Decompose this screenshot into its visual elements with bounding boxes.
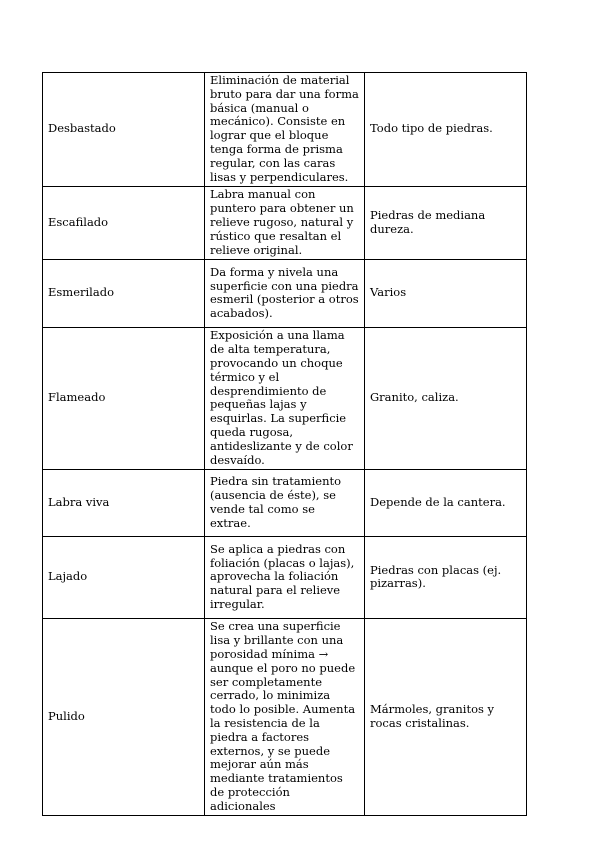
finish-name: Escafilado xyxy=(43,187,205,260)
finish-description: Piedra sin tratamiento (ausencia de éste), se vende tal como se extrae. xyxy=(205,470,365,537)
table-row xyxy=(43,470,527,537)
suitable-stones: Piedras de mediana dureza. xyxy=(365,187,527,260)
finish-description: Exposición a una llama de alta temperatura, provocando un choque térmico y el desprendimiento de pequeñas lajas y esquirlas. La superficie queda rugosa, antideslizante y de color desvaído. xyxy=(205,328,365,470)
table-row xyxy=(43,328,527,470)
table-row xyxy=(43,73,527,187)
suitable-stones: Mármoles, granitos y rocas cristalinas. xyxy=(365,619,527,816)
table-row xyxy=(43,260,527,328)
finish-name: Esmerilado xyxy=(43,260,205,328)
finish-description: Se aplica a piedras con foliación (placas o lajas), aprovecha la foliación natural para el relieve irregular. xyxy=(205,537,365,619)
finish-name: Labra viva xyxy=(43,470,205,537)
finish-description: Se crea una superficie lisa y brillante con una porosidad mínima → aunque el poro no puede ser completamente cerrado, lo minimiza todo lo posible. Aumenta la resistencia de la piedra a factores externos, y se puede mejorar aún más mediante tratamientos de protección adicionales xyxy=(205,619,365,816)
finish-description: Labra manual con puntero para obtener un relieve rugoso, natural y rústico que resaltan el relieve original. xyxy=(205,187,365,260)
table-row xyxy=(43,537,527,619)
finish-name: Lajado xyxy=(43,537,205,619)
finish-name: Pulido xyxy=(43,619,205,816)
finish-name: Desbastado xyxy=(43,73,205,187)
suitable-stones: Varios xyxy=(365,260,527,328)
suitable-stones: Depende de la cantera. xyxy=(365,470,527,537)
table-row xyxy=(43,619,527,816)
finish-description: Eliminación de material bruto para dar una forma básica (manual o mecánico). Consiste en lograr que el bloque tenga forma de prisma regular, con las caras lisas y perpendiculares. xyxy=(205,73,365,187)
table-row xyxy=(43,187,527,260)
finish-description: Da forma y nivela una superficie con una piedra esmeril (posterior a otros acabados). xyxy=(205,260,365,328)
finish-name: Flameado xyxy=(43,328,205,470)
suitable-stones: Piedras con placas (ej. pizarras). xyxy=(365,537,527,619)
suitable-stones: Granito, caliza. xyxy=(365,328,527,470)
stone-finishes-table xyxy=(42,72,527,816)
suitable-stones: Todo tipo de piedras. xyxy=(365,73,527,187)
